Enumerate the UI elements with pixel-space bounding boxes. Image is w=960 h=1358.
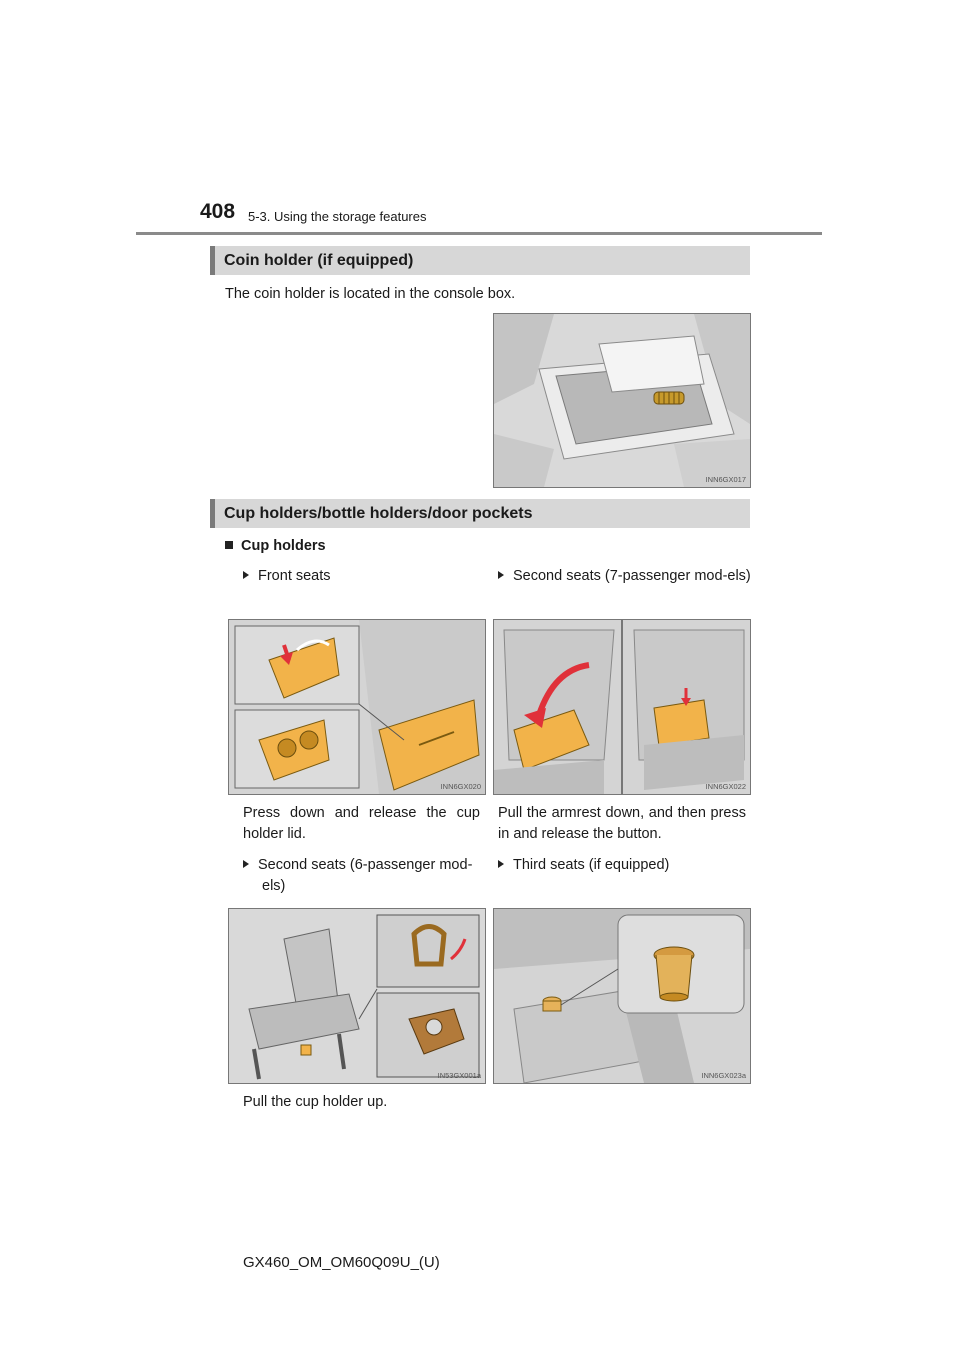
- figure-code: INN6GX022: [705, 782, 746, 791]
- triangle-bullet-icon: [498, 571, 504, 579]
- front-seats-caption: Press down and release the cup holder lid.: [243, 805, 480, 842]
- figure-code: INN6GX017: [705, 475, 746, 484]
- triangle-bullet-icon: [243, 571, 249, 579]
- front-seats-label: Front seats: [243, 566, 492, 587]
- second-seats-7-label: Second seats (7-passenger mod-els): [498, 566, 765, 587]
- cup-holders-heading: Cup holders: [225, 536, 326, 557]
- chapter-title: 5-3. Using the storage features: [248, 209, 427, 224]
- square-bullet-icon: [225, 541, 233, 549]
- header-rule: [136, 232, 822, 235]
- coin-holder-text: The coin holder is located in the console box.: [225, 286, 516, 302]
- triangle-bullet-icon: [498, 860, 504, 868]
- second-seats-7-figure: [493, 619, 751, 795]
- third-seats-figure: [493, 908, 751, 1084]
- second-seats-6-label: Second seats (6-passenger mod-els): [243, 855, 494, 897]
- section-heading-coin-holder: Coin holder (if equipped): [210, 246, 750, 275]
- third-seats-label: Third seats (if equipped): [498, 855, 765, 876]
- front-seats-figure: [228, 619, 486, 795]
- second-seats-6-caption: Pull the cup holder up.: [243, 1094, 388, 1110]
- page-number: 408: [200, 200, 236, 223]
- section-heading-cup-holders: Cup holders/bottle holders/door pockets: [210, 499, 750, 528]
- triangle-bullet-icon: [243, 860, 249, 868]
- second-seats-6-figure: [228, 908, 486, 1084]
- figure-code: IN53GX001a: [437, 1071, 481, 1080]
- coin-holder-figure: [493, 313, 751, 488]
- document-id: GX460_OM_OM60Q09U_(U): [243, 1254, 440, 1271]
- figure-code: INN6GX020: [440, 782, 481, 791]
- figure-code: INN6GX023a: [701, 1071, 746, 1080]
- second-seats-7-caption: Pull the armrest down, and then press in and release the button.: [498, 805, 746, 842]
